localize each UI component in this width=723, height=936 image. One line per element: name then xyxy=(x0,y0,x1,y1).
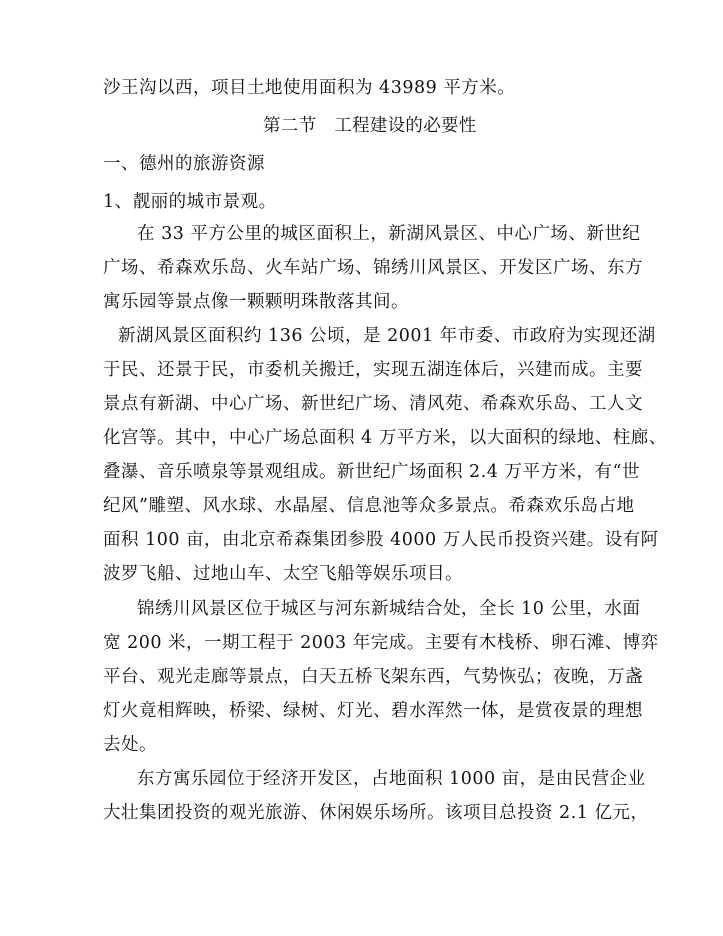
text-line-1: 沙王沟以西，项目土地使用面积为 43989 平方米。 xyxy=(103,78,516,98)
text-line-8: 新湖风景区面积约 136 公顷，是 2001 年市委、市政府为实现还湖 xyxy=(118,326,656,346)
text-line-14: 面积 100 亩，由北京希森集团参股 4000 万人民币投资兴建。设有阿 xyxy=(103,530,659,550)
text-line-6: 广场、希森欢乐岛、火车站广场、锦绣川风景区、开发区广场、东方 xyxy=(103,258,643,278)
text-line-13: 纪风”雕塑、风水球、水晶屋、信息池等众多景点。希森欢乐岛占地 xyxy=(103,496,635,516)
subheading-city-scenery: 1、靓丽的城市景观。 xyxy=(103,192,277,212)
text-line-22: 大壮集团投资的观光旅游、休闲娱乐场所。该项目总投资 2.1 亿元， xyxy=(103,803,649,823)
text-line-19: 灯火竟相辉映，桥梁、绿树、灯光、碧水浑然一体，是赏夜景的理想 xyxy=(103,701,643,721)
text-line-7: 寓乐园等景点像一颗颗明珠散落其间。 xyxy=(103,292,409,312)
text-line-12: 叠瀑、音乐喷泉等景观组成。新世纪广场面积 2.4 万平方米，有“世 xyxy=(103,462,640,482)
section-heading: 第二节 工程建设的必要性 xyxy=(263,116,477,136)
text-line-15: 波罗飞船、过地山车、太空飞船等娱乐项目。 xyxy=(103,564,463,584)
text-line-16: 锦绣川风景区位于城区与河东新城结合处，全长 10 公里，水面 xyxy=(137,599,641,619)
text-line-11: 化宫等。其中，中心广场总面积 4 万平方米，以大面积的绿地、柱廊、 xyxy=(103,428,667,448)
text-line-18: 平台、观光走廊等景点，白天五桥飞架东西，气势恢弘；夜晚，万盏 xyxy=(103,667,643,687)
text-line-20: 去处。 xyxy=(103,735,157,755)
text-line-9: 于民、还景于民，市委机关搬迁，实现五湖连体后，兴建而成。主要 xyxy=(103,360,643,380)
text-line-5: 在 33 平方公里的城区面积上，新湖风景区、中心广场、新世纪 xyxy=(137,224,641,244)
text-line-10: 景点有新湖、中心广场、新世纪广场、清风苑、希森欢乐岛、工人文 xyxy=(103,394,643,414)
text-line-17: 宽 200 米，一期工程于 2003 年完成。主要有木栈桥、卵石滩、博弈 xyxy=(103,633,659,653)
text-line-21: 东方寓乐园位于经济开发区，占地面积 1000 亩，是由民营企业 xyxy=(137,769,646,789)
subheading-tourism-resources: 一、德州的旅游资源 xyxy=(103,154,265,174)
